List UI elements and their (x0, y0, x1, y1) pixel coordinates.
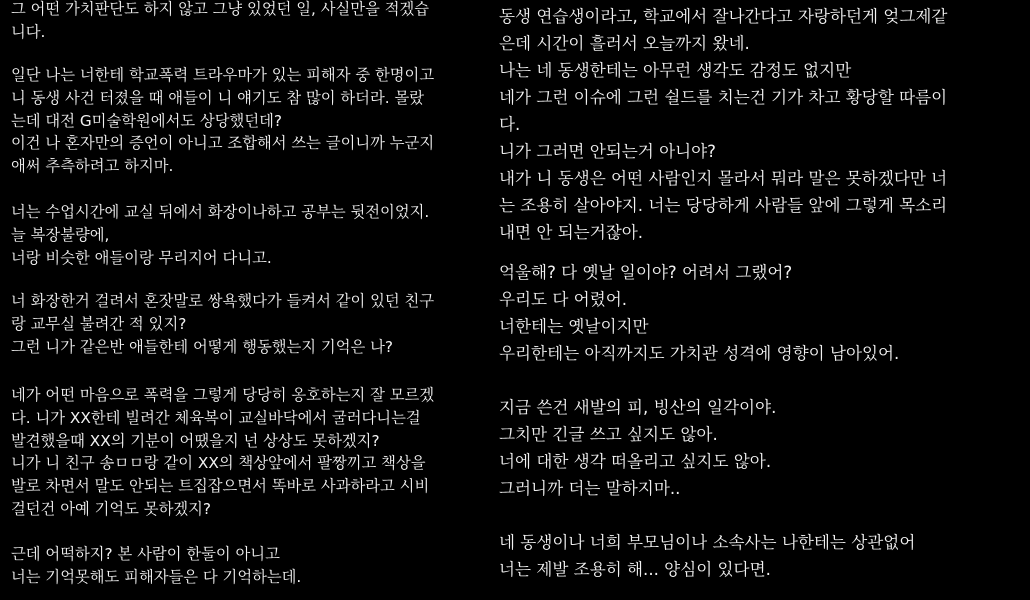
right-paragraph-3: 지금 쓴건 새발의 피, 빙산의 일각이야. 그치만 긴글 쓰고 싶지도 않아. 너에 대한 생각 떠올리고 싶지도 않아. 그러니까 더는 말하지마.. (499, 398, 777, 498)
left-paragraph-5: 네가 어떤 마음으로 폭력을 그렇게 당당히 옹호하는지 잘 모르겠 다. 니가 XX한테 빌려간 체육복이 교실바닥에서 굴러다니는걸 발견했을때 XX의 기분이 어땠을지 넌 상상도 못하겠지? 니가 니 친구 송ㅁㅁ랑 같이 XX의 책상앞에서 팔짱끼고 책상을 발로 차면서 말도 안되는 트집잡으면서 똑바로 사과하라고 시비 걸던건 아예 기억도 못하겠지? (11, 386, 435, 518)
left-paragraph-4: 너 화장한거 걸려서 혼잣말로 쌍욕했다가 들켜서 같이 있던 친구 랑 교무실 불려간 적 있지? 그런 니가 같은반 애들한테 어떻게 행동했는지 기억은 나? (11, 292, 435, 356)
left-paragraph-1: 그 어떤 가치판단도 하지 않고 그냥 있었던 일, 사실만을 적겠습 니다. (11, 0, 430, 41)
right-paragraph-2: 억울해? 다 옛날 일이야? 어려서 그랬어? 우리도 다 어렸어. 너한테는 옛날이지만 우리한테는 아직까지도 가치관 성격에 영향이 남아있어. (499, 263, 900, 363)
right-paragraph-1: 동생 연습생이라고, 학교에서 잘나간다고 자랑하던게 엊그제같 은데 시간이 흘러서 오늘까지 왔네. 나는 네 동생한테는 아무런 생각도 감정도 없지만 네가 그런 이슈에 그런 쉴드를 치는건 기가 차고 황당할 따름이 다. 니가 그러면 안되는거 아니야? 내가 니 동생은 어떤 사람인지 몰라서 뭐라 말은 못하겠다만 너 는 조용히 살아야지. 너는 당당하게 사람들 앞에 그렇게 목소리 내면 안 되는거잖아. (499, 7, 948, 242)
left-paragraph-2: 일단 나는 너한테 학교폭력 트라우마가 있는 피해자 중 한명이고 니 동생 사건 터졌을 때 애들이 니 얘기도 참 많이 하더라. 몰랐 는데 대전 G미술학원에서도 상당했던데? 이건 나 혼자만의 증언이 아니고 조합해서 쓰는 글이니까 누군지 애써 추측하려고 하지마. (11, 66, 435, 176)
right-paragraph-4: 네 동생이나 너희 부모님이나 소속사는 나한테는 상관없어 너는 제발 조용히 해... 양심이 있다면. (499, 533, 916, 579)
left-paragraph-6: 근데 어떡하지? 본 사람이 한둘이 아니고 너는 기억못해도 피해자들은 다 기억하는데. (11, 545, 302, 586)
left-paragraph-3: 너는 수업시간에 교실 뒤에서 화장이나하고 공부는 뒷전이었지. 늘 복장불량에, 너랑 비슷한 애들이랑 무리지어 다니고. (11, 203, 430, 267)
